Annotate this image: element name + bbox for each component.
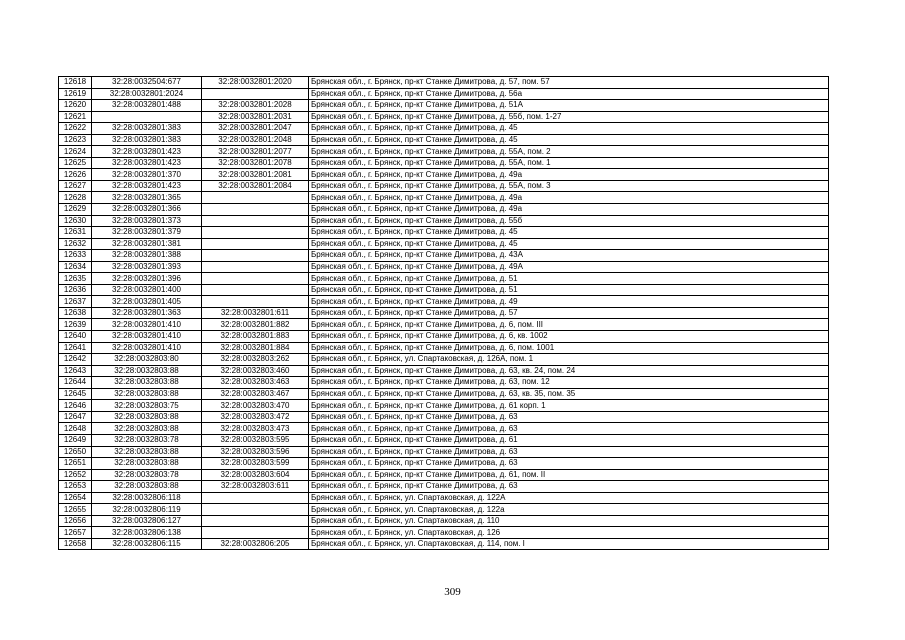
address-cell: Брянская обл., г. Брянск, пр-кт Станке Димитрова, д. 56а [309, 88, 829, 100]
address-cell: Брянская обл., г. Брянск, пр-кт Станке Димитрова, д. 55А, пом. 2 [309, 146, 829, 158]
building-cadastral-cell [202, 492, 309, 504]
row-number-cell: 12621 [59, 111, 92, 123]
table-row [59, 481, 829, 493]
row-number-cell: 12647 [59, 411, 92, 423]
table-row [59, 157, 829, 169]
row-number-cell: 12628 [59, 192, 92, 204]
building-cadastral-cell: 32:28:0032801:2077 [202, 146, 309, 158]
table-row [59, 261, 829, 273]
row-number-cell: 12638 [59, 307, 92, 319]
address-cell: Брянская обл., г. Брянск, пр-кт Станке Димитрова, д. 6, кв. 1002 [309, 331, 829, 343]
address-cell: Брянская обл., г. Брянск, пр-кт Станке Димитрова, д. 61 [309, 434, 829, 446]
parcel-cadastral-cell: 32:28:0032801:410 [92, 342, 202, 354]
row-number-cell: 12639 [59, 319, 92, 331]
table-row [59, 238, 829, 250]
building-cadastral-cell: 32:28:0032803:599 [202, 458, 309, 470]
table-row [59, 192, 829, 204]
parcel-cadastral-cell: 32:28:0032801:363 [92, 307, 202, 319]
parcel-cadastral-cell: 32:28:0032801:379 [92, 227, 202, 239]
parcel-cadastral-cell: 32:28:0032806:119 [92, 504, 202, 516]
row-number-cell: 12630 [59, 215, 92, 227]
building-cadastral-cell: 32:28:0032801:2031 [202, 111, 309, 123]
parcel-cadastral-cell: 32:28:0032803:88 [92, 446, 202, 458]
table-row [59, 400, 829, 412]
parcel-cadastral-cell: 32:28:0032803:88 [92, 377, 202, 389]
row-number-cell: 12655 [59, 504, 92, 516]
row-number-cell: 12654 [59, 492, 92, 504]
address-cell: Брянская обл., г. Брянск, ул. Спартаковская, д. 114, пом. I [309, 538, 829, 550]
address-cell: Брянская обл., г. Брянск, пр-кт Станке Димитрова, д. 49А [309, 261, 829, 273]
parcel-cadastral-cell: 32:28:0032801:423 [92, 157, 202, 169]
address-cell: Брянская обл., г. Брянск, пр-кт Станке Димитрова, д. 55А, пом. 1 [309, 157, 829, 169]
table-row [59, 458, 829, 470]
row-number-cell: 12656 [59, 515, 92, 527]
address-cell: Брянская обл., г. Брянск, пр-кт Станке Димитрова, д. 63, кв. 24, пом. 24 [309, 365, 829, 377]
parcel-cadastral-cell: 32:28:0032803:78 [92, 469, 202, 481]
building-cadastral-cell [202, 227, 309, 239]
building-cadastral-cell: 32:28:0032803:467 [202, 388, 309, 400]
table-row [59, 388, 829, 400]
parcel-cadastral-cell: 32:28:0032801:2024 [92, 88, 202, 100]
parcel-cadastral-cell: 32:28:0032806:115 [92, 538, 202, 550]
parcel-cadastral-cell: 32:28:0032801:410 [92, 331, 202, 343]
building-cadastral-cell [202, 204, 309, 216]
table-row [59, 169, 829, 181]
table-row [59, 180, 829, 192]
table-row [59, 434, 829, 446]
building-cadastral-cell: 32:28:0032803:604 [202, 469, 309, 481]
parcel-cadastral-cell: 32:28:0032801:423 [92, 180, 202, 192]
table-row [59, 527, 829, 539]
building-cadastral-cell: 32:28:0032801:2078 [202, 157, 309, 169]
parcel-cadastral-cell: 32:28:0032801:405 [92, 296, 202, 308]
row-number-cell: 12623 [59, 134, 92, 146]
parcel-cadastral-cell: 32:28:0032801:366 [92, 204, 202, 216]
row-number-cell: 12649 [59, 434, 92, 446]
building-cadastral-cell: 32:28:0032803:473 [202, 423, 309, 435]
row-number-cell: 12651 [59, 458, 92, 470]
parcel-cadastral-cell: 32:28:0032803:88 [92, 481, 202, 493]
building-cadastral-cell: 32:28:0032803:472 [202, 411, 309, 423]
parcel-cadastral-cell: 32:28:0032803:78 [92, 434, 202, 446]
building-cadastral-cell: 32:28:0032801:2047 [202, 123, 309, 135]
parcel-cadastral-cell: 32:28:0032801:488 [92, 100, 202, 112]
parcel-cadastral-cell: 32:28:0032801:388 [92, 250, 202, 262]
row-number-cell: 12634 [59, 261, 92, 273]
address-cell: Брянская обл., г. Брянск, пр-кт Станке Димитрова, д. 49а [309, 169, 829, 181]
address-cell: Брянская обл., г. Брянск, ул. Спартаковская, д. 126А, пом. 1 [309, 354, 829, 366]
building-cadastral-cell: 32:28:0032801:2048 [202, 134, 309, 146]
table-row [59, 538, 829, 550]
row-number-cell: 12642 [59, 354, 92, 366]
table-row [59, 307, 829, 319]
row-number-cell: 12620 [59, 100, 92, 112]
parcel-cadastral-cell: 32:28:0032803:80 [92, 354, 202, 366]
building-cadastral-cell [202, 215, 309, 227]
parcel-cadastral-cell: 32:28:0032801:396 [92, 273, 202, 285]
parcel-cadastral-cell: 32:28:0032801:410 [92, 319, 202, 331]
parcel-cadastral-cell: 32:28:0032801:383 [92, 123, 202, 135]
parcel-cadastral-cell: 32:28:0032803:88 [92, 423, 202, 435]
table-row [59, 423, 829, 435]
parcel-cadastral-cell [92, 111, 202, 123]
table-row [59, 273, 829, 285]
parcel-cadastral-cell: 32:28:0032801:373 [92, 215, 202, 227]
building-cadastral-cell: 32:28:0032803:470 [202, 400, 309, 412]
address-cell: Брянская обл., г. Брянск, пр-кт Станке Димитрова, д. 55А, пом. 3 [309, 180, 829, 192]
parcel-cadastral-cell: 32:28:0032801:370 [92, 169, 202, 181]
table-row [59, 319, 829, 331]
building-cadastral-cell: 32:28:0032801:882 [202, 319, 309, 331]
row-number-cell: 12657 [59, 527, 92, 539]
building-cadastral-cell: 32:28:0032803:463 [202, 377, 309, 389]
parcel-cadastral-cell: 32:28:0032801:383 [92, 134, 202, 146]
parcel-cadastral-cell: 32:28:0032504:677 [92, 77, 202, 89]
parcel-cadastral-cell: 32:28:0032803:88 [92, 388, 202, 400]
address-cell: Брянская обл., г. Брянск, пр-кт Станке Димитрова, д. 49 [309, 296, 829, 308]
parcel-cadastral-cell: 32:28:0032806:118 [92, 492, 202, 504]
table-row [59, 111, 829, 123]
building-cadastral-cell: 32:28:0032801:2020 [202, 77, 309, 89]
parcel-cadastral-cell: 32:28:0032801:365 [92, 192, 202, 204]
row-number-cell: 12635 [59, 273, 92, 285]
table-row [59, 365, 829, 377]
parcel-cadastral-cell: 32:28:0032803:75 [92, 400, 202, 412]
building-cadastral-cell: 32:28:0032803:596 [202, 446, 309, 458]
address-cell: Брянская обл., г. Брянск, пр-кт Станке Димитрова, д. 57 [309, 307, 829, 319]
building-cadastral-cell [202, 296, 309, 308]
building-cadastral-cell: 32:28:0032801:2081 [202, 169, 309, 181]
parcel-cadastral-cell: 32:28:0032801:423 [92, 146, 202, 158]
row-number-cell: 12652 [59, 469, 92, 481]
table-row [59, 88, 829, 100]
parcel-cadastral-cell: 32:28:0032803:88 [92, 365, 202, 377]
row-number-cell: 12643 [59, 365, 92, 377]
building-cadastral-cell [202, 504, 309, 516]
address-cell: Брянская обл., г. Брянск, пр-кт Станке Димитрова, д. 51А [309, 100, 829, 112]
table-row [59, 77, 829, 89]
table-row [59, 342, 829, 354]
address-cell: Брянская обл., г. Брянск, пр-кт Станке Димитрова, д. 63 [309, 411, 829, 423]
building-cadastral-cell [202, 238, 309, 250]
table-row [59, 215, 829, 227]
row-number-cell: 12636 [59, 284, 92, 296]
address-cell: Брянская обл., г. Брянск, пр-кт Станке Димитрова, д. 55б, пом. 1-27 [309, 111, 829, 123]
row-number-cell: 12645 [59, 388, 92, 400]
row-number-cell: 12640 [59, 331, 92, 343]
row-number-cell: 12648 [59, 423, 92, 435]
parcel-cadastral-cell: 32:28:0032806:138 [92, 527, 202, 539]
table-row [59, 250, 829, 262]
table-row [59, 411, 829, 423]
address-cell: Брянская обл., г. Брянск, пр-кт Станке Димитрова, д. 51 [309, 273, 829, 285]
row-number-cell: 12618 [59, 77, 92, 89]
table-row [59, 469, 829, 481]
row-number-cell: 12633 [59, 250, 92, 262]
address-cell: Брянская обл., г. Брянск, пр-кт Станке Димитрова, д. 61, пом. II [309, 469, 829, 481]
address-cell: Брянская обл., г. Брянск, пр-кт Станке Димитрова, д. 45 [309, 134, 829, 146]
address-cell: Брянская обл., г. Брянск, пр-кт Станке Димитрова, д. 63 [309, 481, 829, 493]
building-cadastral-cell [202, 261, 309, 273]
address-cell: Брянская обл., г. Брянск, пр-кт Станке Димитрова, д. 49а [309, 204, 829, 216]
address-cell: Брянская обл., г. Брянск, пр-кт Станке Димитрова, д. 63 [309, 458, 829, 470]
building-cadastral-cell: 32:28:0032801:2028 [202, 100, 309, 112]
table-row [59, 354, 829, 366]
address-cell: Брянская обл., г. Брянск, пр-кт Станке Димитрова, д. 6, пом. III [309, 319, 829, 331]
row-number-cell: 12637 [59, 296, 92, 308]
address-cell: Брянская обл., г. Брянск, пр-кт Станке Димитрова, д. 61 корп. 1 [309, 400, 829, 412]
address-cell: Брянская обл., г. Брянск, пр-кт Станке Димитрова, д. 49а [309, 192, 829, 204]
address-cell: Брянская обл., г. Брянск, ул. Спартаковская, д. 126 [309, 527, 829, 539]
row-number-cell: 12644 [59, 377, 92, 389]
table-row [59, 204, 829, 216]
address-cell: Брянская обл., г. Брянск, пр-кт Станке Димитрова, д. 57, пом. 57 [309, 77, 829, 89]
building-cadastral-cell [202, 192, 309, 204]
parcel-cadastral-cell: 32:28:0032803:88 [92, 458, 202, 470]
row-number-cell: 12627 [59, 180, 92, 192]
row-number-cell: 12624 [59, 146, 92, 158]
parcel-cadastral-cell: 32:28:0032801:400 [92, 284, 202, 296]
table-row [59, 123, 829, 135]
table-row [59, 146, 829, 158]
address-cell: Брянская обл., г. Брянск, пр-кт Станке Димитрова, д. 45 [309, 238, 829, 250]
building-cadastral-cell [202, 273, 309, 285]
address-cell: Брянская обл., г. Брянск, пр-кт Станке Димитрова, д. 63 [309, 423, 829, 435]
row-number-cell: 12632 [59, 238, 92, 250]
row-number-cell: 12619 [59, 88, 92, 100]
parcel-cadastral-cell: 32:28:0032801:393 [92, 261, 202, 273]
row-number-cell: 12626 [59, 169, 92, 181]
building-cadastral-cell: 32:28:0032803:460 [202, 365, 309, 377]
address-cell: Брянская обл., г. Брянск, пр-кт Станке Димитрова, д. 63 [309, 446, 829, 458]
parcel-cadastral-cell: 32:28:0032801:381 [92, 238, 202, 250]
row-number-cell: 12646 [59, 400, 92, 412]
row-number-cell: 12622 [59, 123, 92, 135]
address-cell: Брянская обл., г. Брянск, пр-кт Станке Димитрова, д. 51 [309, 284, 829, 296]
building-cadastral-cell: 32:28:0032801:2084 [202, 180, 309, 192]
row-number-cell: 12629 [59, 204, 92, 216]
building-cadastral-cell [202, 250, 309, 262]
address-cell: Брянская обл., г. Брянск, ул. Спартаковская, д. 110 [309, 515, 829, 527]
building-cadastral-cell [202, 88, 309, 100]
table-row [59, 134, 829, 146]
building-cadastral-cell: 32:28:0032803:611 [202, 481, 309, 493]
parcel-cadastral-cell: 32:28:0032803:88 [92, 411, 202, 423]
registry-table [58, 76, 829, 550]
building-cadastral-cell [202, 515, 309, 527]
parcel-cadastral-cell: 32:28:0032806:127 [92, 515, 202, 527]
page-number: 309 [444, 586, 461, 598]
building-cadastral-cell: 32:28:0032803:595 [202, 434, 309, 446]
table-row [59, 504, 829, 516]
address-cell: Брянская обл., г. Брянск, пр-кт Станке Димитрова, д. 63, пом. 12 [309, 377, 829, 389]
table-row [59, 515, 829, 527]
address-cell: Брянская обл., г. Брянск, ул. Спартаковская, д. 122А [309, 492, 829, 504]
building-cadastral-cell: 32:28:0032801:883 [202, 331, 309, 343]
address-cell: Брянская обл., г. Брянск, пр-кт Станке Димитрова, д. 55б [309, 215, 829, 227]
table-row [59, 284, 829, 296]
building-cadastral-cell [202, 527, 309, 539]
row-number-cell: 12658 [59, 538, 92, 550]
row-number-cell: 12625 [59, 157, 92, 169]
table-row [59, 227, 829, 239]
row-number-cell: 12653 [59, 481, 92, 493]
row-number-cell: 12631 [59, 227, 92, 239]
row-number-cell: 12641 [59, 342, 92, 354]
address-cell: Брянская обл., г. Брянск, пр-кт Станке Димитрова, д. 6, пом. 1001 [309, 342, 829, 354]
table-row [59, 446, 829, 458]
address-cell: Брянская обл., г. Брянск, пр-кт Станке Димитрова, д. 45 [309, 227, 829, 239]
address-cell: Брянская обл., г. Брянск, пр-кт Станке Димитрова, д. 45 [309, 123, 829, 135]
table-row [59, 492, 829, 504]
building-cadastral-cell: 32:28:0032801:884 [202, 342, 309, 354]
building-cadastral-cell: 32:28:0032806:205 [202, 538, 309, 550]
registry-table-body [59, 77, 829, 550]
building-cadastral-cell: 32:28:0032801:611 [202, 307, 309, 319]
address-cell: Брянская обл., г. Брянск, пр-кт Станке Димитрова, д. 63, кв. 35, пом. 35 [309, 388, 829, 400]
address-cell: Брянская обл., г. Брянск, пр-кт Станке Димитрова, д. 43А [309, 250, 829, 262]
table-row [59, 100, 829, 112]
row-number-cell: 12650 [59, 446, 92, 458]
building-cadastral-cell: 32:28:0032803:262 [202, 354, 309, 366]
building-cadastral-cell [202, 284, 309, 296]
table-row [59, 296, 829, 308]
table-row [59, 377, 829, 389]
table-row [59, 331, 829, 343]
address-cell: Брянская обл., г. Брянск, ул. Спартаковская, д. 122а [309, 504, 829, 516]
